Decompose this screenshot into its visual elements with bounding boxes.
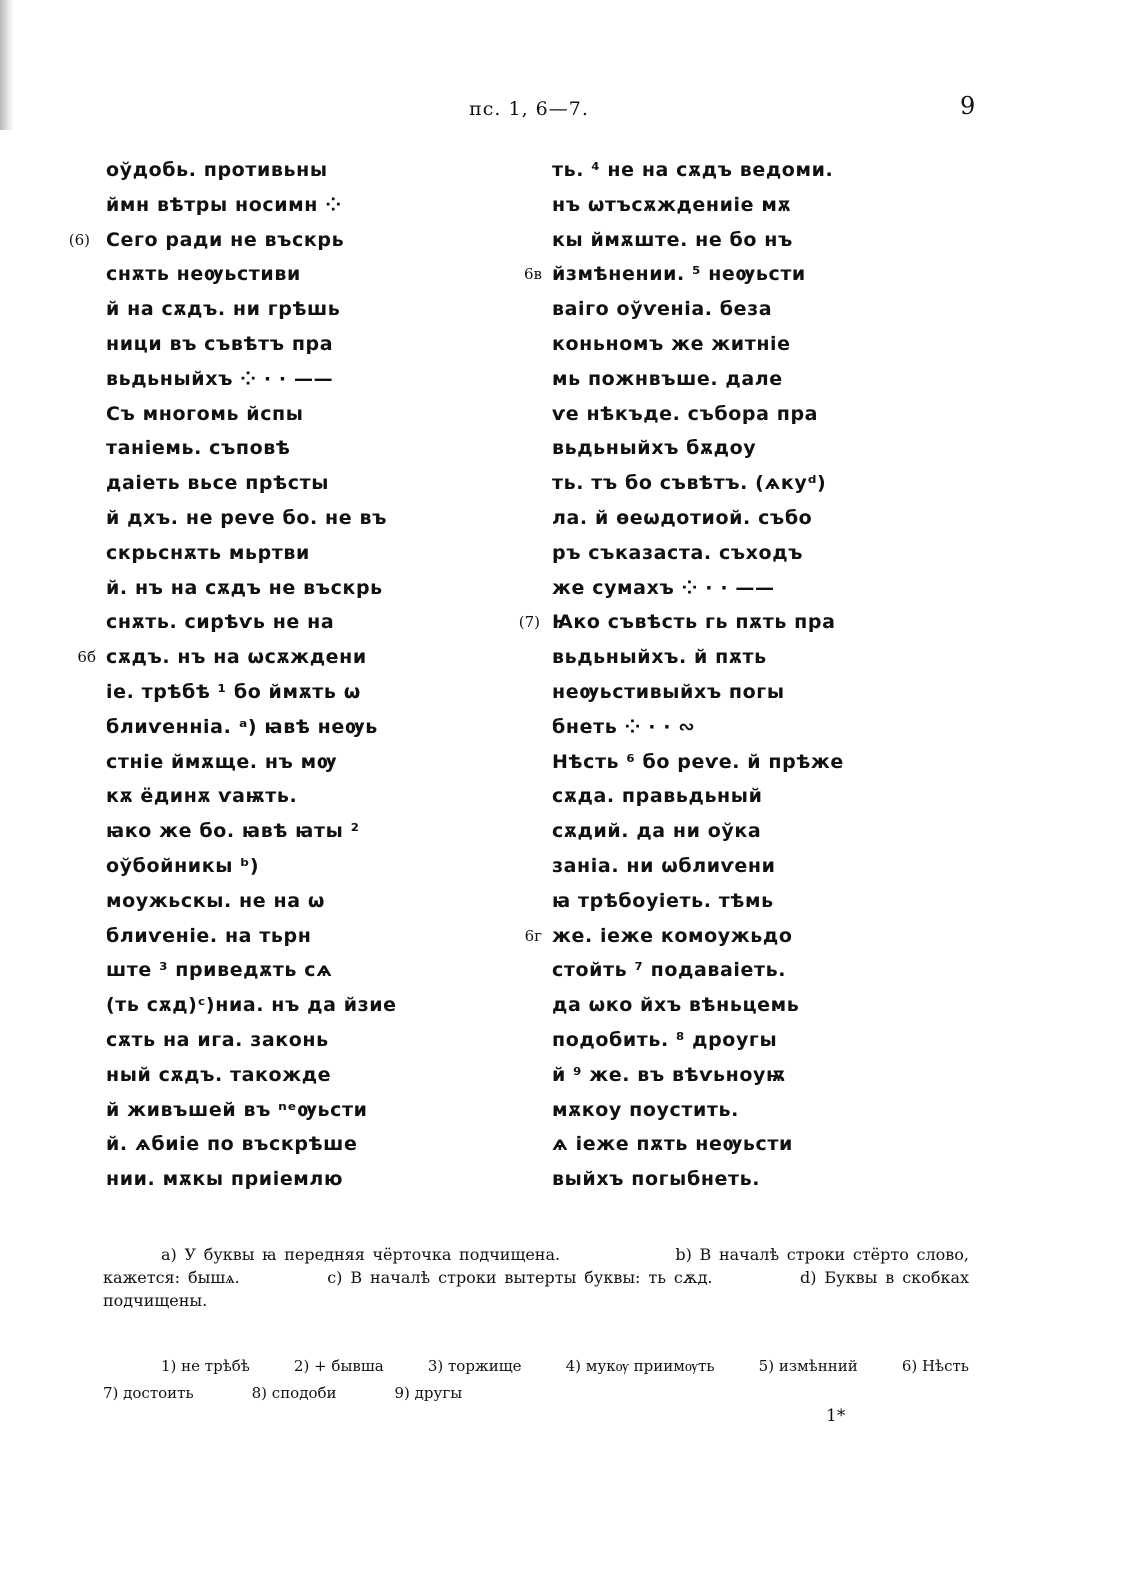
line-text: скрьснѫть мьртви — [106, 541, 310, 564]
left-text-column — [68, 153, 436, 1197]
text-line — [106, 397, 436, 432]
variant-readings — [103, 1353, 969, 1407]
text-line — [552, 362, 912, 397]
text-line — [552, 884, 912, 919]
line-text: неѹьстивыйхъ погы — [552, 680, 785, 703]
text-line — [552, 501, 912, 536]
line-text: ръ съказаста. съходъ — [552, 541, 804, 564]
verse-marker: (7) — [518, 613, 540, 632]
variant-7: 7) достоить — [103, 1384, 194, 1402]
footnotes — [103, 1243, 969, 1312]
text-line — [552, 1127, 912, 1162]
line-text: й. ѧбиіе по въскрѣше — [106, 1133, 358, 1156]
line-text: снѫть неѹьстиви — [106, 263, 301, 286]
text-line — [552, 849, 912, 884]
line-text: сѫть на ига. законь — [106, 1028, 329, 1051]
line-text: ла. й ѳеѡдотиой. събо — [552, 506, 813, 529]
text-line — [106, 327, 436, 362]
line-text: коньномъ же житніе — [552, 332, 791, 355]
line-text: сѫда. правьдьный — [552, 785, 763, 808]
footnote-a: а) У буквы ꙗ передняя чёрточка подчищена. — [161, 1245, 561, 1264]
line-text: ймн вѣтры носимн ⁘ — [106, 193, 342, 216]
footnote-c: c) В началѣ строки вытерты буквы: ть сѫд. — [327, 1268, 713, 1287]
variant-1: 1) не трѣбѣ — [161, 1357, 250, 1375]
variant-5: 5) измѣнний — [758, 1357, 858, 1375]
variant-3: 3) торжище — [427, 1357, 522, 1375]
text-line — [552, 1093, 912, 1128]
text-line — [552, 640, 912, 675]
verse-marker: (6) — [68, 230, 90, 249]
verse-marker: 6в — [524, 265, 542, 284]
variant-9: 9) другы — [394, 1384, 463, 1402]
line-text: кы ймѫште. не бо нъ — [552, 228, 793, 251]
text-line — [106, 257, 436, 292]
line-text: таніемь. съповѣ — [106, 437, 291, 460]
line-text: Ꙗко съвѣсть гь пѫть пра — [552, 611, 836, 634]
text-line — [106, 1023, 436, 1058]
running-head: пс. 1, 6—7. — [469, 98, 589, 120]
text-line — [106, 919, 436, 954]
variant-2: 2) + бывша — [293, 1357, 384, 1375]
footnote-b: b) В началѣ строки стёрто слово, кажется: бышѧ. — [103, 1245, 969, 1287]
verse-marker: 6г — [524, 926, 542, 945]
text-line — [552, 710, 912, 745]
text-line — [106, 431, 436, 466]
text-line — [106, 292, 436, 327]
line-text: оўдобь. противьны — [106, 159, 328, 181]
text-line — [106, 1058, 436, 1093]
line-text: Нѣсть ⁶ бо реѵе. й прѣже — [552, 750, 844, 773]
line-text: ꙗ трѣбоуіеть. тѣмь — [552, 889, 774, 912]
line-text: ѧ іеже пѫть неѹьсти — [552, 1133, 793, 1156]
line-text: сѫдъ. нъ на ѡсѫждени — [106, 646, 367, 669]
text-line — [552, 223, 912, 258]
text-line — [68, 223, 436, 258]
text-line — [552, 675, 912, 710]
line-text: бнеть ⁘ · · ∾ — [552, 715, 695, 738]
text-line — [106, 779, 436, 814]
line-text: (ть сѫд)ᶜ)ниа. нъ да йзие — [106, 994, 397, 1017]
line-text: вьдьныйхъ ⁘ · · —— — [106, 367, 334, 390]
line-text: вьдьныйхъ. й пѫть — [552, 646, 767, 669]
line-text: сѫдий. да ни оўка — [552, 820, 762, 843]
text-line — [77, 640, 436, 675]
line-text: подобить. ⁸ дроугы — [552, 1028, 778, 1051]
line-text: ници въ съвѣтъ пра — [106, 332, 334, 355]
line-text: даіеть вьсе прѣсты — [106, 472, 329, 495]
text-line — [106, 466, 436, 501]
text-line — [552, 188, 912, 223]
text-line — [106, 571, 436, 606]
text-line — [552, 988, 912, 1023]
text-line — [552, 536, 912, 571]
signature-mark: 1* — [826, 1406, 846, 1426]
text-line — [106, 536, 436, 571]
line-text: моужьскы. не на ѡ — [106, 889, 325, 912]
line-text: й на сѫдъ. ни грѣшь — [106, 298, 341, 321]
text-line — [518, 605, 912, 640]
line-text: же. іеже комоужьдо — [552, 924, 793, 947]
text-line — [106, 849, 436, 884]
line-text: й. нъ на сѫдъ не въскрь — [106, 576, 383, 599]
text-line — [106, 188, 436, 223]
line-text: снѫть. сирѣѵь не на — [106, 611, 335, 634]
line-text: ште ³ приведѫть сѧ — [106, 959, 333, 982]
text-line — [552, 1023, 912, 1058]
line-text: йзмѣнении. ⁵ неѹьсти — [552, 263, 806, 286]
text-line — [524, 257, 912, 292]
text-line — [106, 1162, 436, 1197]
line-text: ѵе нѣкъде. събора пра — [552, 402, 819, 425]
line-text: й ⁹ же. въ вѣѵьноуѭ — [552, 1063, 786, 1086]
line-text: стніе ймѫще. нъ мѹ — [106, 750, 338, 773]
text-line — [106, 814, 436, 849]
text-line — [106, 605, 436, 640]
text-line — [524, 919, 912, 954]
line-text: іе. трѣбѣ ¹ бо ймѫть ѡ — [106, 680, 361, 703]
line-text: мь пожнвъше. дале — [552, 367, 783, 390]
text-line — [552, 397, 912, 432]
text-line — [106, 153, 436, 188]
text-line — [106, 953, 436, 988]
line-text: стойть ⁷ подаваіеть. — [552, 959, 787, 982]
text-line — [552, 327, 912, 362]
line-text: нии. мѫкы приіемлю — [106, 1168, 344, 1191]
line-text: же сумахъ ⁘ · · —— — [552, 576, 775, 599]
line-text: й дхъ. не реѵе бо. не въ — [106, 506, 387, 529]
line-text: нъ ѡтъсѫждениіе мѫ — [552, 193, 792, 216]
line-text: Съ многомь йспы — [106, 402, 304, 425]
line-text: ваіго оўѵеніа. беза — [552, 298, 773, 321]
text-line — [106, 884, 436, 919]
text-line — [552, 431, 912, 466]
text-line — [552, 571, 912, 606]
right-text-column — [518, 153, 912, 1197]
page-number: 9 — [960, 92, 976, 120]
variant-6: 6) Нѣсть — [901, 1357, 969, 1375]
text-line — [552, 1162, 912, 1197]
text-line — [552, 745, 912, 780]
line-text: выйхъ погыбнеть. — [552, 1168, 761, 1191]
text-line — [106, 1127, 436, 1162]
text-line — [106, 362, 436, 397]
variant-4: 4) мукѹ приимѹть — [565, 1357, 715, 1375]
line-text: оўбойникы ᵇ) — [106, 854, 260, 877]
line-text: ть. тъ бо съвѣтъ. (ѧкуᵈ) — [552, 472, 827, 495]
text-line — [106, 1093, 436, 1128]
line-text: да ѡко йхъ вѣньцемь — [552, 994, 800, 1017]
text-line — [106, 501, 436, 536]
line-text: мѫкоу поустить. — [552, 1098, 739, 1121]
footnote-d: d) Буквы в скобках подчищены. — [103, 1268, 970, 1310]
text-line — [552, 1058, 912, 1093]
text-line — [552, 779, 912, 814]
line-text: блиѵеніе. на тьрн — [106, 924, 312, 947]
line-text: заніа. ни ѡблиѵени — [552, 854, 776, 877]
line-text: Сего ради не въскрь — [106, 228, 345, 251]
line-text: блиѵенніа. ᵃ) ꙗвѣ неѹь — [106, 715, 378, 738]
line-text: ный сѫдъ. такожде — [106, 1063, 332, 1086]
line-text: вьдьныйхъ бѫдоу — [552, 437, 757, 460]
text-line — [552, 292, 912, 327]
text-line — [106, 988, 436, 1023]
line-text: кѫ ёдинѫ ѵаѭть. — [106, 785, 298, 808]
text-line — [552, 466, 912, 501]
text-line — [106, 675, 436, 710]
text-line — [552, 953, 912, 988]
variant-8: 8) сподоби — [251, 1384, 337, 1402]
text-line — [106, 710, 436, 745]
line-text: ть. ⁴ не на сѫдъ ведоми. — [552, 159, 834, 181]
line-text: й живъшей въ ⁿᵉѹьсти — [106, 1098, 368, 1121]
text-line — [552, 814, 912, 849]
text-line — [552, 153, 912, 188]
text-line — [106, 745, 436, 780]
verse-marker: 6б — [77, 648, 96, 667]
line-text: ꙗко же бо. ꙗвѣ ꙗты ² — [106, 820, 360, 843]
